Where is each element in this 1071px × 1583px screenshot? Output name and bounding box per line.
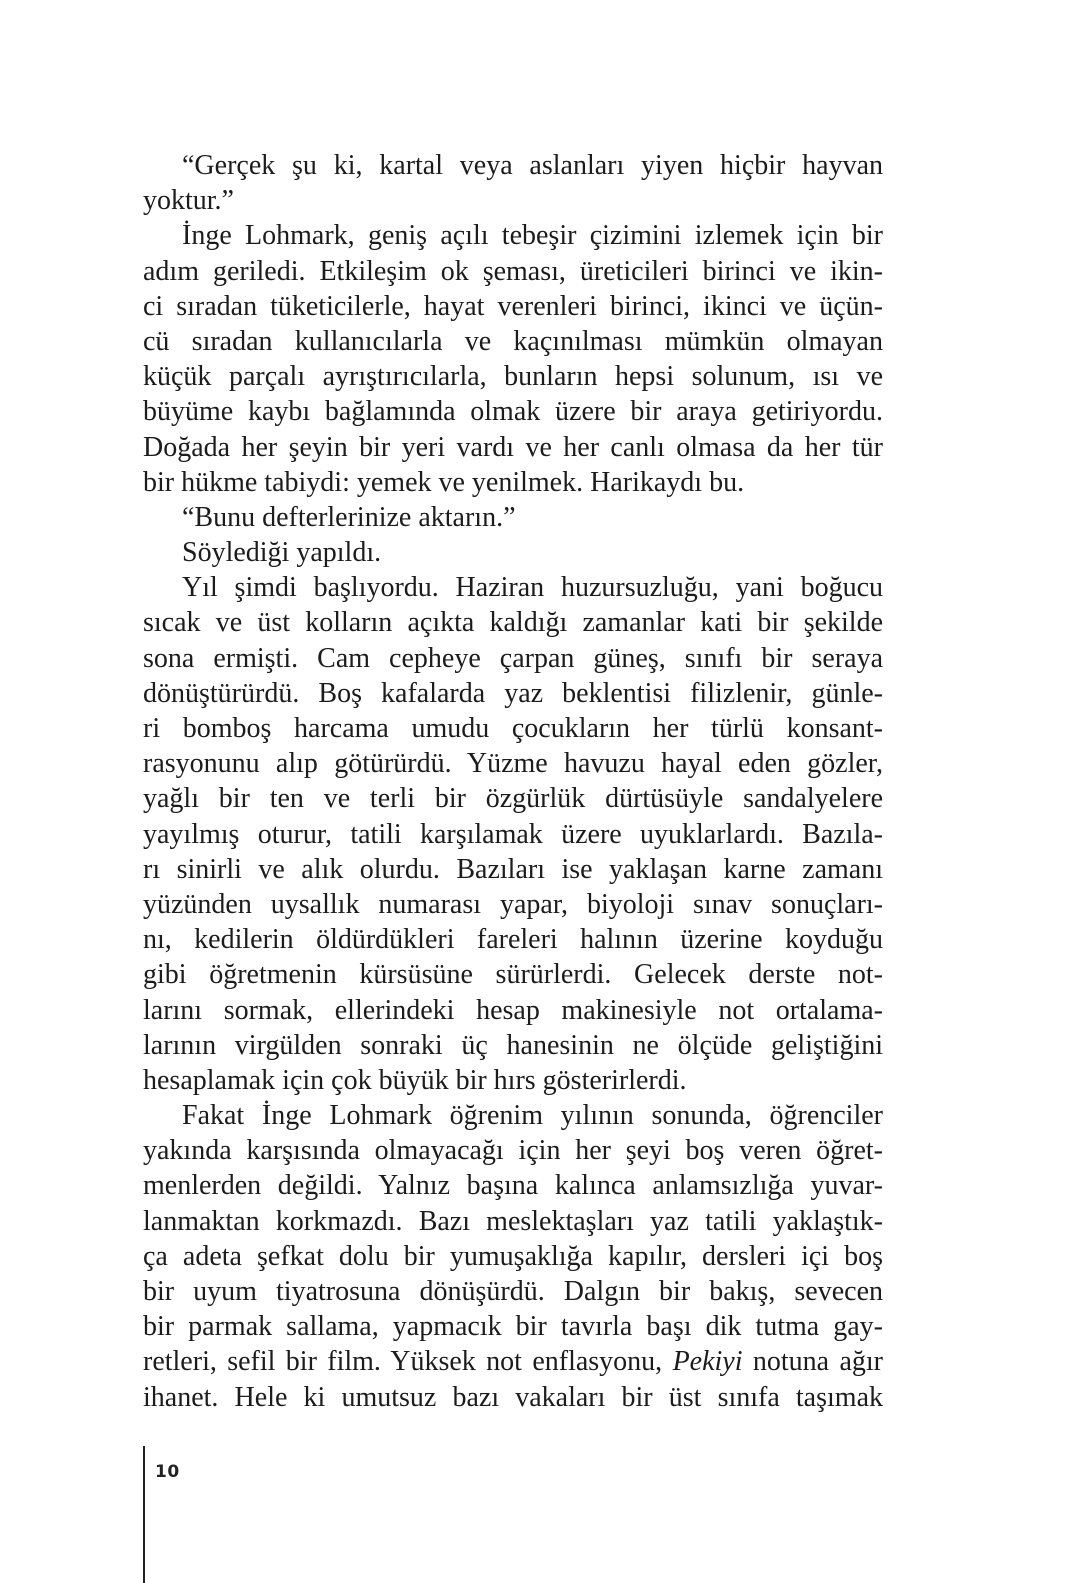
text-line: rasyonunu alıp götürürdü. Yüzme havuzu hayal eden gözler, [143,748,883,780]
text-line: bir parmak sallama, yapmacık bir tavırla başı dik tutma gay- [143,1311,883,1343]
text-line: “Bunu defterlerinize aktarın.” [182,501,516,533]
text-line: yüzünden uysallık numarası yapar, biyoloji sınav sonuçları- [143,888,883,920]
text-line: gibi öğretmenin kürsüsüne sürürlerdi. Gelecek derste not- [143,959,883,991]
text-line: İnge Lohmark, geniş açılı tebeşir çizimini izlemek için bir [182,220,883,252]
text-line: bir uyum tiyatrosuna dönüşürdü. Dalgın bir bakış, sevecen [143,1276,883,1307]
text-line: ihanet. Hele ki umutsuz bazı vakaları bir üst sınıfa taşımak [143,1381,883,1413]
text-line: rı sinirli ve alık olurdu. Bazıları ise yaklaşan karne zamanı [143,853,883,885]
text-line: Doğada her şeyin bir yeri vardı ve her canlı olmasa da her tür [143,431,883,463]
text-line: yoktur.” [143,185,234,217]
body-text [143,148,883,1415]
text-line: Söylediği yapıldı. [182,537,382,569]
text-line: ça adeta şefkat dolu bir yumuşaklığa kapılır, dersleri içi boş [143,1240,883,1272]
text-line: dönüştürürdü. Boş kafalarda yaz beklentisi filizlenir, günle- [143,677,883,709]
text-line: “Gerçek şu ki, kartal veya aslanları yiyen hiçbir hayvan [182,150,883,181]
text-line: larını sormak, ellerindeki hesap makinesiyle not ortalama- [143,994,883,1026]
text-line: Yıl şimdi başlıyordu. Haziran huzursuzluğu, yani boğucu [182,572,883,604]
text-line: lanmaktan korkmazdı. Bazı meslektaşları yaz tatili yaklaştık- [143,1205,883,1237]
italic-word: Pekiyi [672,1346,743,1378]
text-line: yayılmış oturur, tatili karşılamak üzere uyuklarlardı. Bazıla- [143,818,883,850]
text-line-with-italic [143,1344,883,1379]
text-line: adım geriledi. Etkileşim ok şeması, üreticileri birinci ve ikin- [143,255,883,287]
footer-rule [143,1446,145,1583]
text-line: cü sıradan kullanıcılarla ve kaçınılması mümkün olmayan [143,325,883,357]
text-line: küçük parçalı ayrıştırıcılarla, bunların hepsi solunum, ısı ve [143,361,883,393]
text-line: yağlı bir ten ve terli bir özgürlük dürtüsüyle sandalyelere [143,783,883,815]
text-line: hesaplamak için çok büyük bir hırs gösterirlerdi. [143,1064,687,1096]
text-line: larının virgülden sonraki üç hanesinin ne ölçüde geliştiğini [143,1029,883,1061]
text-line: nı, kedilerin öldürdükleri fareleri halının üzerine koyduğu [143,924,883,956]
text-segment: retleri, sefil bir film. Yüksek not enflasyonu, [143,1346,663,1378]
text-line: büyüme kaybı bağlamında olmak üzere bir araya getiriyordu. [143,396,883,428]
text-line: menlerden değildi. Yalnız başına kalınca anlamsızlığa yuvar- [143,1170,883,1202]
text-line: Fakat İnge Lohmark öğrenim yılının sonunda, öğrenciler [182,1100,883,1132]
text-line: bir hükme tabiydi: yemek ve yenilmek. Harikaydı bu. [143,466,745,498]
text-line: sıcak ve üst kolların açıkta kaldığı zamanlar kati bir şekilde [143,607,883,639]
text-line: ri bomboş harcama umudu çocukların her türlü konsant- [143,713,883,744]
text-line: yakında karşısında olmayacağı için her şeyi boş veren öğret- [143,1135,883,1167]
text-line: ci sıradan tüketicilerle, hayat verenleri birinci, ikinci ve üçün- [143,290,883,322]
page-number: 10 [155,1462,180,1482]
text-line: sona ermişti. Cam cepheye çarpan güneş, sınıfı bir seraya [143,642,883,674]
text-segment: notuna ağır [742,1346,883,1378]
